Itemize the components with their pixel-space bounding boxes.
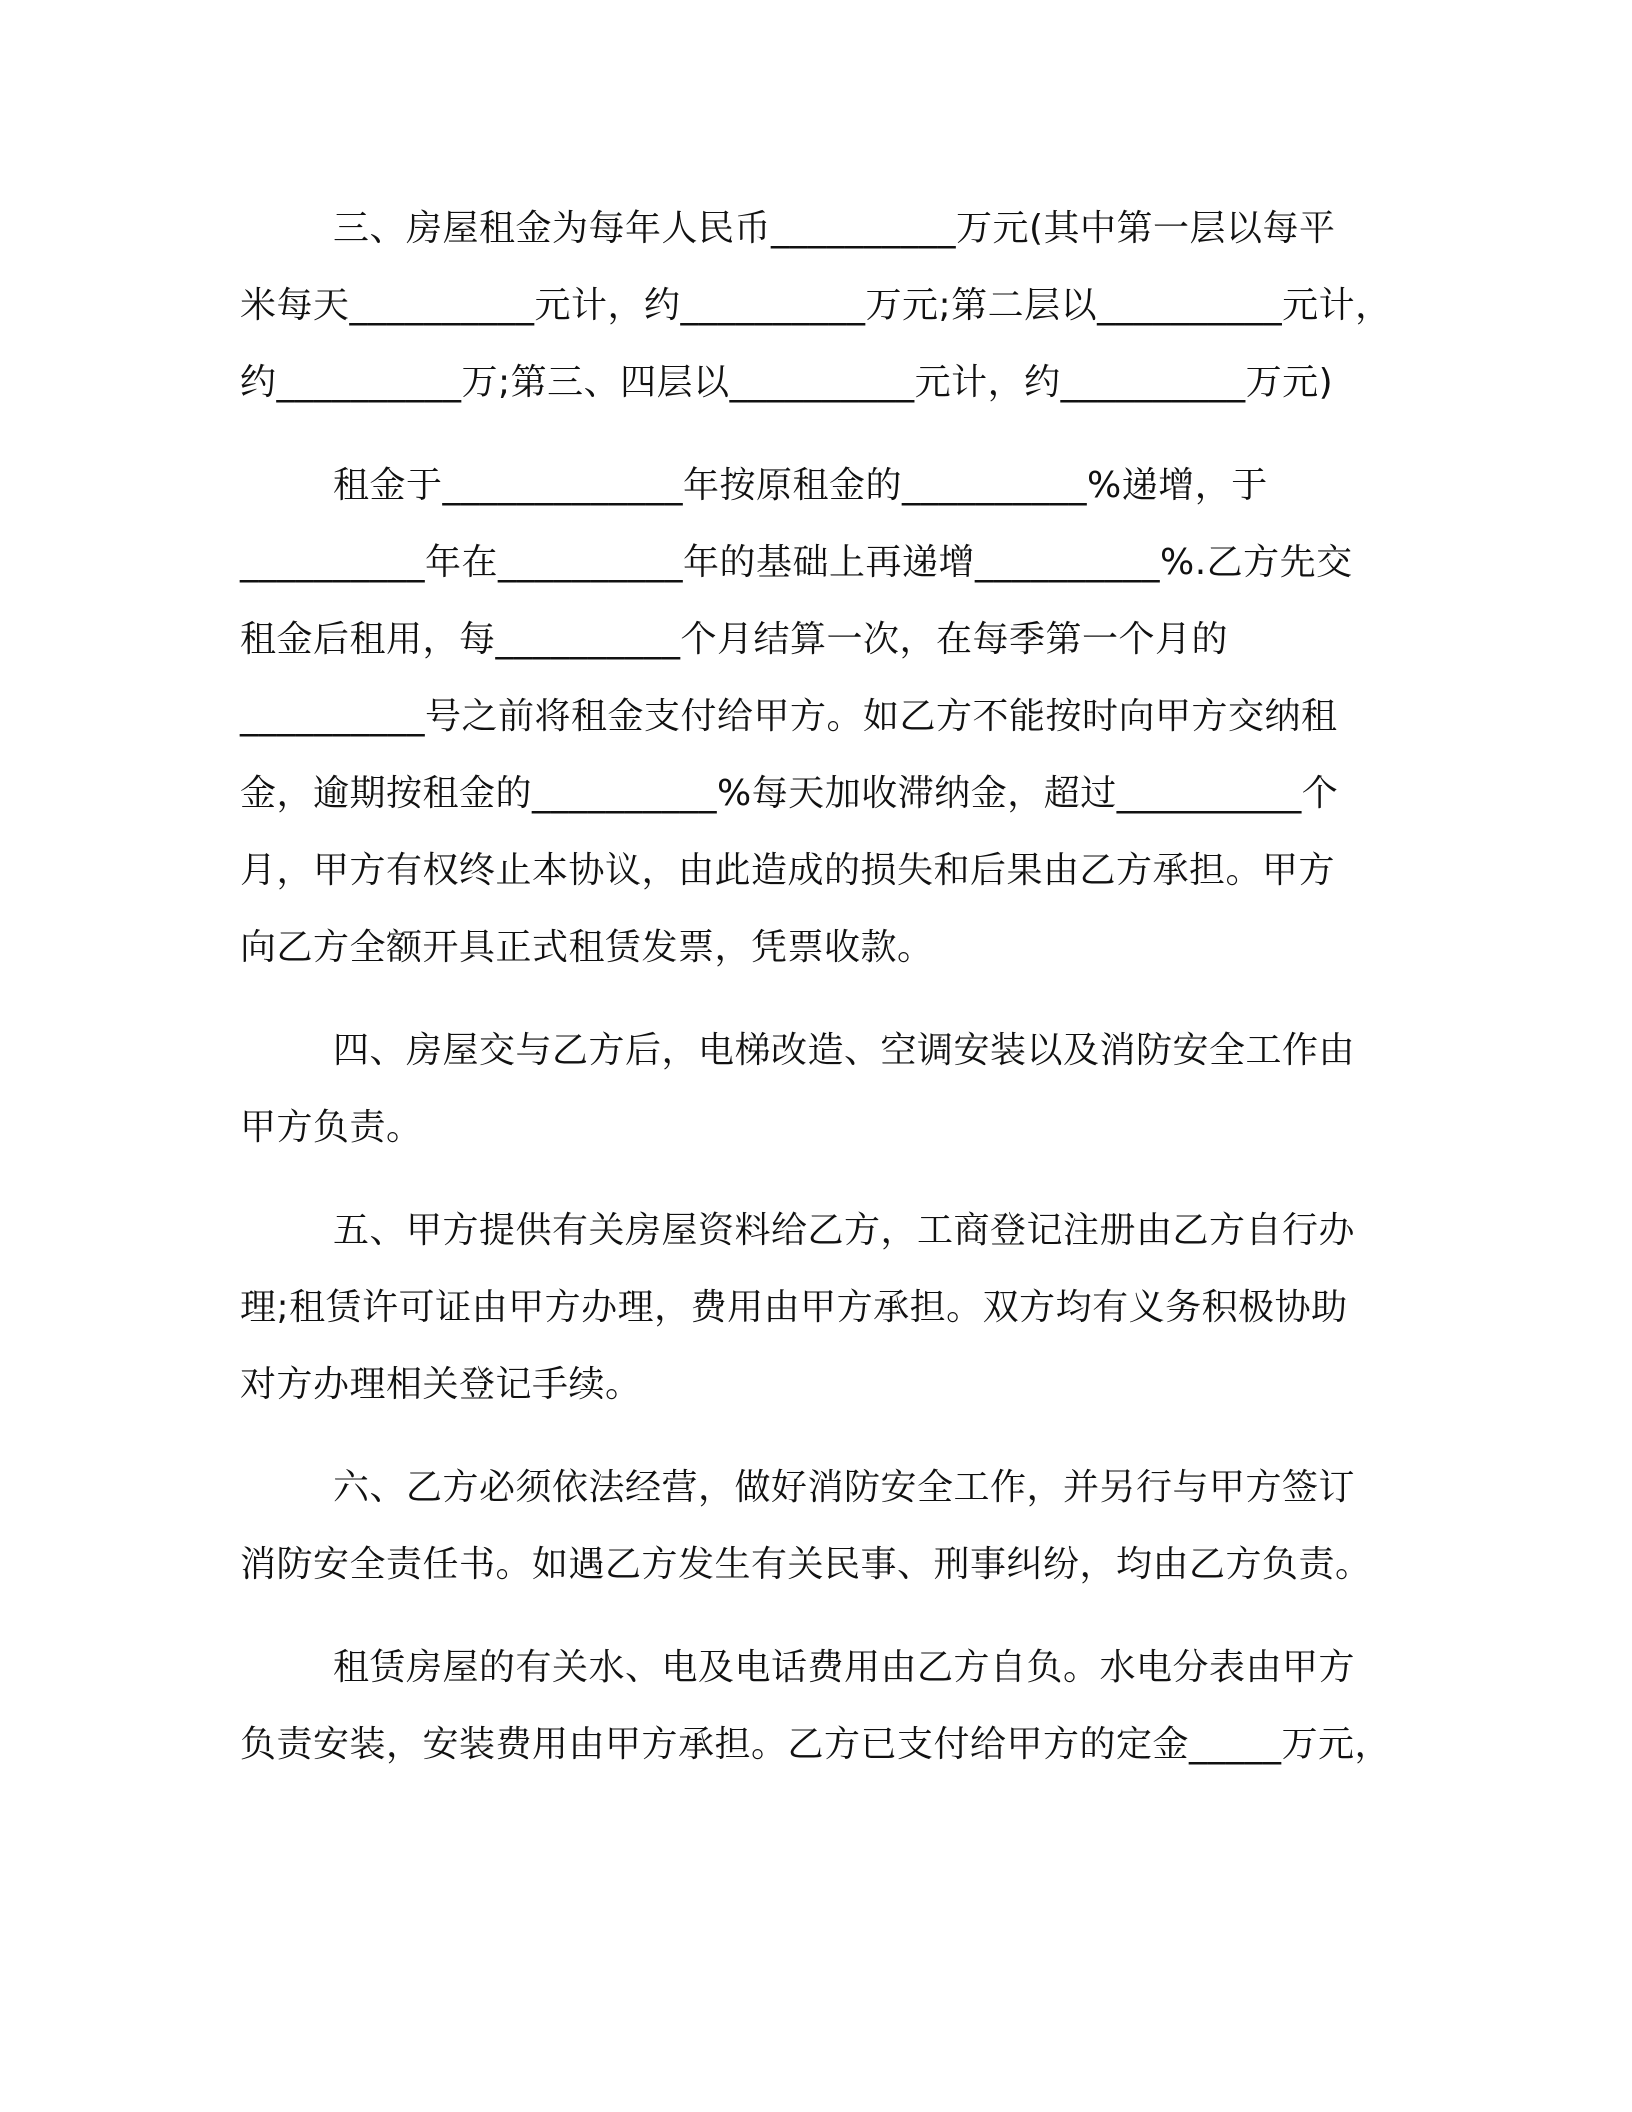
text-line: 租金于_____________年按原租金的__________%递增，于 [333, 465, 1268, 506]
paragraph [240, 1449, 1400, 1603]
text-line: 四、房屋交与乙方后，电梯改造、空调安装以及消防安全工作由 [333, 1030, 1356, 1071]
text-line: 约__________万;第三、四层以__________元计，约__________万元) [240, 362, 1334, 403]
paragraph [240, 1012, 1400, 1166]
paragraph [240, 447, 1400, 986]
text-line: 六、乙方必须依法经营，做好消防安全工作，并另行与甲方签订 [333, 1467, 1356, 1508]
paragraph [240, 1629, 1400, 1783]
text-line: 消防安全责任书。如遇乙方发生有关民事、刑事纠纷，均由乙方负责。 [240, 1544, 1372, 1585]
text-line: 三、房屋租金为每年人民币__________万元(其中第一层以每平 [333, 208, 1336, 249]
document-page [240, 190, 1400, 1809]
text-line: 金，逾期按租金的__________%每天加收滞纳金，超过__________个 [240, 773, 1339, 814]
text-line: 五、甲方提供有关房屋资料给乙方，工商登记注册由乙方自行办 [333, 1210, 1356, 1251]
paragraph [240, 190, 1400, 421]
text-line: 月，甲方有权终止本协议，由此造成的损失和后果由乙方承担。甲方 [240, 850, 1336, 891]
text-line: 租金后租用，每__________个月结算一次，在每季第一个月的 [240, 619, 1229, 660]
text-line: __________号之前将租金支付给甲方。如乙方不能按时向甲方交纳租 [240, 696, 1338, 737]
text-line: 对方办理相关登记手续。 [240, 1364, 642, 1405]
paragraph [240, 1192, 1400, 1423]
text-line: 理;租赁许可证由甲方办理，费用由甲方承担。双方均有义务积极协助 [240, 1287, 1348, 1328]
text-line: 租赁房屋的有关水、电及电话费用由乙方自负。水电分表由甲方 [333, 1647, 1356, 1688]
text-line: 向乙方全额开具正式租赁发票，凭票收款。 [240, 927, 934, 968]
text-line: __________年在__________年的基础上再递增__________%.乙方先交 [240, 542, 1353, 583]
text-line: 负责安装，安装费用由甲方承担。乙方已支付给甲方的定金_____万元， [240, 1724, 1392, 1765]
text-line: 甲方负责。 [240, 1107, 423, 1148]
text-line: 米每天__________元计，约__________万元;第二层以__________元计， [240, 285, 1392, 326]
